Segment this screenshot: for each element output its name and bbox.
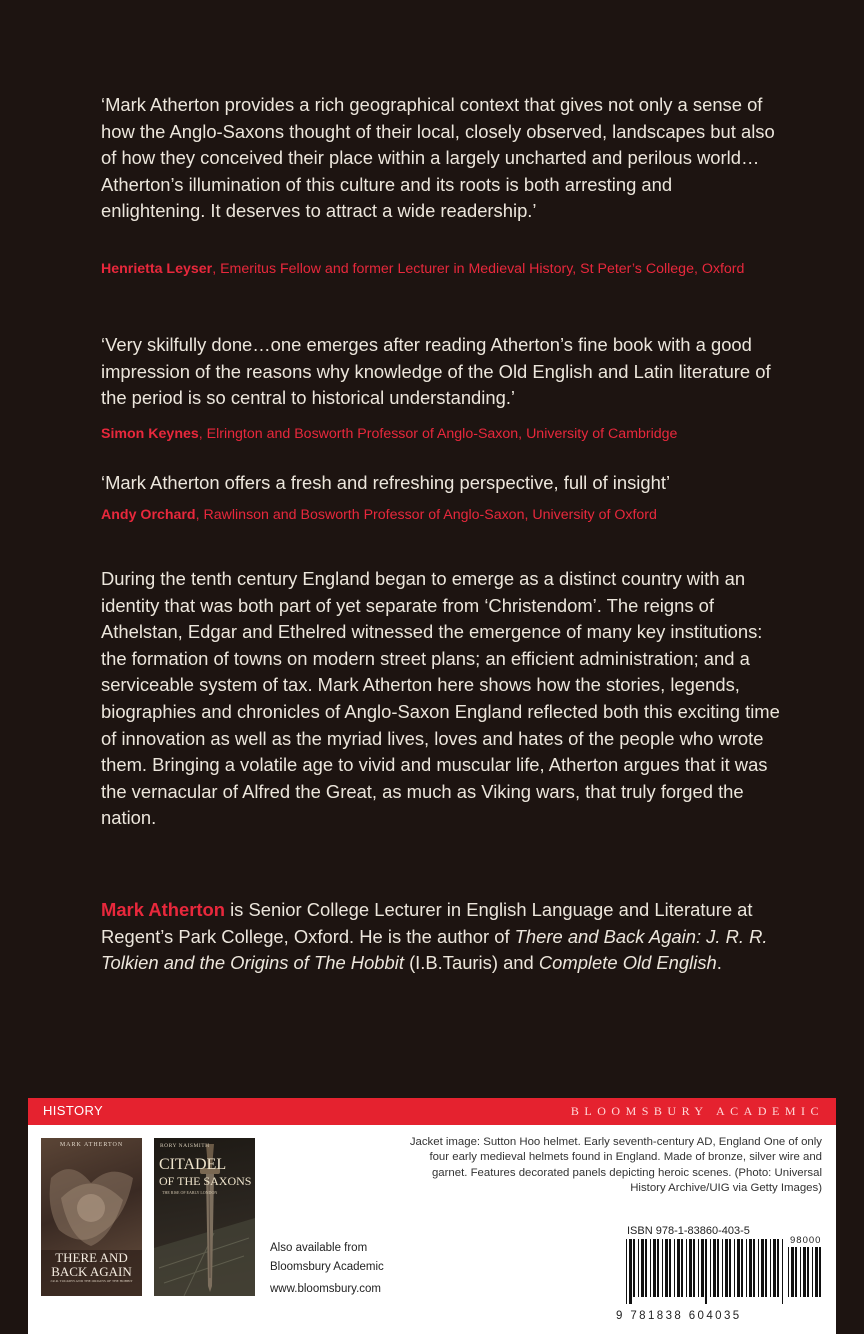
- barcode-bar: [777, 1239, 779, 1297]
- barcode-bar: [650, 1239, 651, 1297]
- bio-book-title: Complete Old English: [538, 952, 717, 974]
- barcode-bar: [765, 1239, 767, 1297]
- barcode-bar: [710, 1239, 711, 1297]
- bio-book-title: There and Back Again: J. R. R. Tolkien and the Origins of The Hobbit: [101, 925, 768, 974]
- barcode-bar: [722, 1239, 723, 1297]
- author-name: Mark Atherton: [101, 899, 225, 920]
- barcode-bar: [761, 1239, 764, 1297]
- barcode-bar: [717, 1239, 719, 1297]
- barcode-bar: [633, 1239, 635, 1297]
- cover-title-line2: OF THE SAXONS: [159, 1174, 252, 1188]
- barcode-bar: [681, 1239, 683, 1297]
- barcode-bar: [737, 1239, 740, 1297]
- category-bar: [28, 1098, 836, 1125]
- barcode-bar: [677, 1239, 680, 1297]
- reviewer-name: Henrietta Leyser: [101, 261, 213, 277]
- cover-author: RORY NAISMITH: [160, 1143, 210, 1149]
- barcode-bar: [662, 1239, 663, 1297]
- barcode-bar: [626, 1239, 627, 1304]
- also-available-note: [270, 1239, 384, 1277]
- barcode-bar: [812, 1247, 813, 1297]
- barcode-bar: [693, 1239, 695, 1297]
- bio-text: .: [716, 952, 722, 974]
- cover-there-and-back-again: [41, 1138, 142, 1296]
- barcode-bar: [803, 1247, 806, 1297]
- barcode-bar: [713, 1239, 716, 1297]
- also-available-line: Also available from: [270, 1242, 368, 1254]
- barcode-bar: [795, 1247, 797, 1297]
- barcode-bar: [686, 1239, 687, 1297]
- barcode-bar: [725, 1239, 728, 1297]
- barcode-bar: [791, 1247, 794, 1297]
- bio-text: is Senior College Lecturer in English Language and Literature at Regent’s Park College, Oxford. He is the author of: [101, 899, 753, 947]
- reviewer-affiliation: , Elrington and Bosworth Professor of Anglo-Saxon, University of Cambridge: [198, 426, 678, 442]
- author-bio: [101, 897, 781, 977]
- barcode-bar: [807, 1247, 809, 1297]
- barcode-bar: [815, 1247, 818, 1297]
- reviewer-name: Simon Keynes: [101, 426, 199, 442]
- barcode-bar: [641, 1239, 644, 1297]
- barcode: [626, 1239, 786, 1304]
- barcode-bar: [770, 1239, 771, 1297]
- cover-citadel-of-the-saxons: [154, 1138, 255, 1296]
- review-quote-orchard: ‘Mark Atherton offers a fresh and refreshing perspective, full of insight’: [101, 472, 671, 493]
- reviewer-affiliation: , Rawlinson and Bosworth Professor of Anglo-Saxon, University of Oxford: [195, 507, 657, 523]
- barcode-bar: [701, 1239, 704, 1297]
- reviewer-affiliation: , Emeritus Fellow and former Lecturer in Medieval History, St Peter’s College, Oxford: [212, 261, 745, 277]
- reviewer-name: Andy Orchard: [101, 507, 196, 523]
- bio-text: (I.B.Tauris) and: [403, 952, 539, 974]
- cover-title-line1: CITADEL: [159, 1156, 227, 1173]
- review-attribution-orchard: [101, 502, 781, 528]
- barcode-bar: [657, 1239, 659, 1297]
- barcode-bar: [741, 1239, 743, 1297]
- barcode-bar: [819, 1247, 821, 1297]
- barcode-bar: [638, 1239, 639, 1297]
- publisher-name: BLOOMSBURY ACADEMIC: [570, 1104, 824, 1118]
- barcode-number: 9 781838 604035: [616, 1310, 742, 1322]
- barcode-bar: [674, 1239, 675, 1297]
- review-attribution-keynes: [101, 421, 781, 447]
- also-available-line: Bloomsbury Academic: [270, 1261, 384, 1273]
- barcode-bar: [734, 1239, 735, 1297]
- barcode-bar: [705, 1239, 707, 1304]
- cover-title-line2: BACK AGAIN: [51, 1264, 132, 1279]
- barcode-bar: [758, 1239, 759, 1297]
- barcode-bar: [669, 1239, 671, 1297]
- barcode-bar: [746, 1239, 747, 1297]
- category-label: HISTORY: [43, 1103, 104, 1118]
- cover-subtitle: J.R.R. TOLKIEN AND THE ORIGINS OF THE HOBBIT: [50, 1279, 133, 1283]
- barcode-bar: [645, 1239, 647, 1297]
- barcode-bar: [729, 1239, 731, 1297]
- isbn: ISBN 978-1-83860-403-5: [627, 1225, 750, 1237]
- review-quote-leyser: ‘Mark Atherton provides a rich geographical context that gives not only a sense of how the Anglo-Saxons thought of their local, closely observed, landscapes but also of how they conceived their place within a largely uncharted and perilous world…Atherton’s illumination of this culture and its roots is both arresting and enlightening. It deserves to attract a wide readership.’: [101, 94, 775, 222]
- review-quote-keynes: ‘Very skilfully done…one emerges after reading Atherton’s fine book with a good impression of the reasons why knowledge of the Old English and Latin literature of the period is so central to historical understanding.’: [101, 334, 771, 409]
- barcode-addon: [788, 1247, 822, 1304]
- barcode-bar: [653, 1239, 656, 1297]
- barcode-addon-number: 98000: [790, 1235, 822, 1246]
- review-attribution-leyser: [101, 256, 781, 282]
- barcode-bar: [788, 1247, 789, 1297]
- barcode-bar: [782, 1239, 783, 1304]
- barcode-bar: [665, 1239, 668, 1297]
- barcode-bar: [629, 1239, 632, 1304]
- cover-subtitle: THE RISE OF EARLY LONDON: [162, 1190, 218, 1195]
- cover-author: MARK ATHERTON: [59, 1142, 124, 1148]
- barcode-bar: [698, 1239, 699, 1297]
- barcode-bar: [800, 1247, 801, 1297]
- barcode-bar: [749, 1239, 752, 1297]
- barcode-bar: [753, 1239, 755, 1297]
- barcode-bar: [773, 1239, 776, 1297]
- cover-title-line1: THERE AND: [55, 1250, 128, 1265]
- publisher-website[interactable]: www.bloomsbury.com: [270, 1283, 381, 1295]
- jacket-caption: Jacket image: Sutton Hoo helmet. Early seventh-century AD, England One of only four early medieval helmets found in England. Made of bronze, silver wire and garnet. Features decorated panels depicting heroic scenes. (Photo: Universal History Archive/UIG via Getty Images): [409, 1136, 822, 1195]
- barcode-bar: [689, 1239, 692, 1297]
- book-description: During the tenth century England began to emerge as a distinct country with an identity that was both part of yet separate from ‘Christendom’. The reigns of Athelstan, Edgar and Ethelred witnessed the emergence of many key institutions: the formation of towns on modern street plans; an efficient administration; and a serviceable system of tax. Mark Atherton here shows how the stories, legends, biographies and chronicles of Anglo-Saxon England reflected both this exciting time of innovation as well as the myriad lives, loves and hates of the people who wrote them. Bringing a volatile age to vivid and muscular life, Atherton argues that it was the vernacular of Alfred the Great, as much as Viking wars, that truly forged the nation.: [101, 568, 780, 829]
